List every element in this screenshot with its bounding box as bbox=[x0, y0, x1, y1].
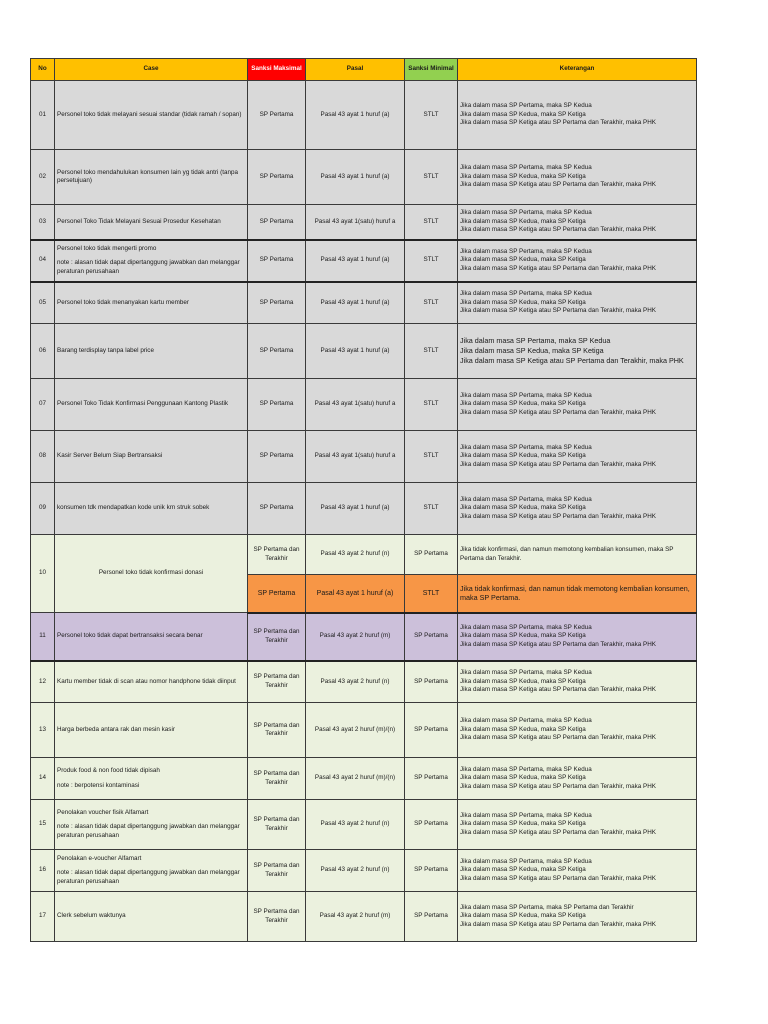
sanksi-maksimal-cell: SP Pertama bbox=[248, 81, 306, 150]
keterangan-line: Jika dalam masa SP Pertama, maka SP Kedua bbox=[460, 811, 592, 819]
case-line: Penolakan voucher fisik Alfamart bbox=[57, 808, 149, 816]
keterangan-line: Jika dalam masa SP Ketiga atau SP Pertama dan Terakhir, maka PHK bbox=[460, 782, 657, 790]
pasal-cell: Pasal 43 ayat 1 huruf (a) bbox=[306, 150, 405, 205]
row-number: 07 bbox=[31, 379, 55, 431]
case-line: Clerk sebelum waktunya bbox=[57, 912, 126, 920]
sanksi-maksimal-cell: SP Pertama bbox=[248, 575, 306, 613]
case-cell: Personel toko tidak konfirmasi donasi bbox=[55, 535, 248, 613]
keterangan-cell bbox=[458, 431, 697, 483]
row-number: 14 bbox=[31, 758, 55, 800]
case-cell bbox=[55, 205, 248, 240]
sanksi-minimal-cell: STLT bbox=[405, 240, 458, 282]
pasal-cell: Pasal 43 ayat 1 huruf (a) bbox=[306, 483, 405, 535]
sanksi-minimal-cell: SP Pertama bbox=[405, 892, 458, 942]
pasal-cell: Pasal 43 ayat 2 huruf (m)/(n) bbox=[306, 758, 405, 800]
case-line: Personel Toko Tidak Melayani Sesuai Prosedur Kesehatan bbox=[57, 217, 221, 225]
keterangan-line: Jika dalam masa SP Ketiga atau SP Pertama dan Terakhir, maka PHK bbox=[460, 512, 657, 520]
keterangan-line: Jika dalam masa SP Ketiga atau SP Pertama dan Terakhir, maka PHK bbox=[460, 226, 657, 233]
header-sanksi-minimal: Sanksi Minimal bbox=[405, 59, 458, 81]
sanksi-minimal-cell: SP Pertama bbox=[405, 535, 458, 575]
keterangan-cell bbox=[458, 483, 697, 535]
case-cell bbox=[55, 324, 248, 379]
keterangan-line: Jika dalam masa SP Pertama, maka SP Kedua bbox=[460, 391, 592, 399]
keterangan-line: Jika dalam masa SP Pertama, maka SP Kedua bbox=[460, 209, 592, 216]
table-row bbox=[31, 613, 697, 661]
keterangan-line: Jika dalam masa SP Ketiga atau SP Pertama dan Terakhir, maka PHK bbox=[460, 920, 657, 928]
keterangan-line: Jika dalam masa SP Kedua, maka SP Ketiga bbox=[460, 820, 586, 828]
row-number: 12 bbox=[31, 661, 55, 703]
case-cell bbox=[55, 483, 248, 535]
case-line: note : berpotensi kontaminasi bbox=[57, 781, 140, 789]
row-number: 06 bbox=[31, 324, 55, 379]
keterangan-cell bbox=[458, 661, 697, 703]
sanksi-minimal-cell: SP Pertama bbox=[405, 850, 458, 892]
keterangan-line: Jika dalam masa SP Kedua, maka SP Ketiga bbox=[460, 172, 586, 180]
case-cell bbox=[55, 379, 248, 431]
keterangan-line: Jika dalam masa SP Pertama, maka SP Pertama dan Terakhir bbox=[460, 903, 634, 911]
table-row bbox=[31, 240, 697, 282]
sanksi-minimal-cell: SP Pertama bbox=[405, 800, 458, 850]
table-row bbox=[31, 892, 697, 942]
case-cell bbox=[55, 892, 248, 942]
row-number: 13 bbox=[31, 703, 55, 758]
row-number: 16 bbox=[31, 850, 55, 892]
keterangan-line: Jika dalam masa SP Pertama, maka SP Kedua bbox=[460, 623, 592, 631]
case-line: Barang terdisplay tanpa label price bbox=[57, 346, 154, 354]
case-line: Personel toko mendahulukan konsumen lain yg tidak antri (tanpa persetujuan) bbox=[57, 168, 238, 184]
sanksi-minimal-cell: SP Pertama bbox=[405, 613, 458, 661]
row-number: 17 bbox=[31, 892, 55, 942]
sanksi-maksimal-cell: SP Pertama dan Terakhir bbox=[248, 535, 306, 575]
case-line: Personel toko tidak dapat bertransaksi secara benar bbox=[57, 632, 203, 639]
keterangan-line: Jika dalam masa SP Kedua, maka SP Ketiga bbox=[460, 632, 586, 640]
table-row bbox=[31, 758, 697, 800]
case-line: Produk food & non food tidak dipisah bbox=[57, 767, 160, 774]
keterangan-cell bbox=[458, 892, 697, 942]
sanksi-minimal-cell: STLT bbox=[405, 324, 458, 379]
row-number: 08 bbox=[31, 431, 55, 483]
sanksi-minimal-cell: SP Pertama bbox=[405, 758, 458, 800]
keterangan-line: Jika dalam masa SP Kedua, maka SP Ketiga bbox=[460, 256, 586, 264]
sanksi-minimal-cell: STLT bbox=[405, 205, 458, 240]
keterangan-line: Jika dalam masa SP Pertama, maka SP Kedua bbox=[460, 164, 592, 172]
keterangan-cell: Jika tidak konfirmasi, dan namun tidak memotong kembalian konsumen, maka SP Pertama. bbox=[458, 575, 697, 613]
case-line: note : alasan tidak dapat dipertanggung jawabkan dan melanggar peraturan perusahaan bbox=[57, 869, 240, 885]
case-cell bbox=[55, 431, 248, 483]
sanksi-minimal-cell: STLT bbox=[405, 483, 458, 535]
sanksi-minimal-cell: STLT bbox=[405, 575, 458, 613]
table-row bbox=[31, 282, 697, 324]
sanksi-minimal-cell: STLT bbox=[405, 379, 458, 431]
pasal-cell: Pasal 43 ayat 1(satu) huruf a bbox=[306, 205, 405, 240]
case-line: Penolakan e-voucher Alfamart bbox=[57, 854, 142, 862]
sanksi-maksimal-cell: SP Pertama dan Terakhir bbox=[248, 758, 306, 800]
case-line: note : alasan tidak dapat dipertanggung jawabkan dan melanggar peraturan perusahaan bbox=[57, 823, 240, 839]
sanksi-maksimal-cell: SP Pertama dan Terakhir bbox=[248, 892, 306, 942]
row-number: 05 bbox=[31, 282, 55, 324]
header-no: No bbox=[31, 59, 55, 81]
row-number: 09 bbox=[31, 483, 55, 535]
keterangan-line: Jika dalam masa SP Kedua, maka SP Ketiga bbox=[460, 677, 586, 685]
keterangan-line: Jika dalam masa SP Pertama, maka SP Kedua bbox=[460, 247, 592, 255]
table-row bbox=[31, 703, 697, 758]
case-cell bbox=[55, 240, 248, 282]
keterangan-line: Jika dalam masa SP Kedua, maka SP Ketiga bbox=[460, 346, 604, 356]
table-row bbox=[31, 535, 697, 575]
pasal-cell: Pasal 43 ayat 2 huruf (n) bbox=[306, 535, 405, 575]
pasal-cell: Pasal 43 ayat 1 huruf (a) bbox=[306, 324, 405, 379]
row-number: 03 bbox=[31, 205, 55, 240]
case-cell bbox=[55, 81, 248, 150]
pasal-cell: Pasal 43 ayat 1 huruf (a) bbox=[306, 575, 405, 613]
pasal-cell: Pasal 43 ayat 2 huruf (n) bbox=[306, 661, 405, 703]
keterangan-line: Jika dalam masa SP Pertama, maka SP Kedua bbox=[460, 765, 592, 773]
keterangan-cell bbox=[458, 205, 697, 240]
row-number: 01 bbox=[31, 81, 55, 150]
keterangan-line: Jika dalam masa SP Kedua, maka SP Ketiga bbox=[460, 504, 586, 512]
sanction-sheet bbox=[30, 58, 696, 942]
sanksi-maksimal-cell: SP Pertama bbox=[248, 379, 306, 431]
case-cell bbox=[55, 703, 248, 758]
header-row bbox=[31, 59, 697, 81]
pasal-cell: Pasal 43 ayat 2 huruf (n) bbox=[306, 850, 405, 892]
row-number: 04 bbox=[31, 240, 55, 282]
row-number: 10 bbox=[31, 535, 55, 613]
keterangan-cell bbox=[458, 379, 697, 431]
header-sanksi-maksimal: Sanksi Maksimal bbox=[248, 59, 306, 81]
pasal-cell: Pasal 43 ayat 1 huruf (a) bbox=[306, 240, 405, 282]
keterangan-cell bbox=[458, 150, 697, 205]
table-row bbox=[31, 431, 697, 483]
row-number: 02 bbox=[31, 150, 55, 205]
case-line: Harga berbeda antara rak dan mesin kasir bbox=[57, 725, 175, 733]
keterangan-line: Jika dalam masa SP Pertama, maka SP Kedua bbox=[460, 669, 592, 676]
pasal-cell: Pasal 43 ayat 2 huruf (m) bbox=[306, 613, 405, 661]
case-line: Personel Toko Tidak Konfirmasi Penggunaan Kantong Plastik bbox=[57, 400, 229, 408]
keterangan-cell bbox=[458, 240, 697, 282]
sanction-table bbox=[30, 58, 697, 942]
keterangan-line: Jika dalam masa SP Ketiga atau SP Pertama dan Terakhir, maka PHK bbox=[460, 355, 684, 365]
keterangan-line: Jika dalam masa SP Ketiga atau SP Pertama dan Terakhir, maka PHK bbox=[460, 264, 657, 272]
pasal-cell: Pasal 43 ayat 1 huruf (a) bbox=[306, 81, 405, 150]
keterangan-line: Jika dalam masa SP Kedua, maka SP Ketiga bbox=[460, 725, 586, 733]
case-cell bbox=[55, 613, 248, 661]
keterangan-line: Jika dalam masa SP Ketiga atau SP Pertama dan Terakhir, maka PHK bbox=[460, 408, 657, 416]
keterangan-line: Jika dalam masa SP Pertama, maka SP Kedua bbox=[460, 443, 592, 451]
case-line: Personel toko tidak menanyakan kartu member bbox=[57, 298, 189, 306]
sanksi-maksimal-cell: SP Pertama dan Terakhir bbox=[248, 661, 306, 703]
keterangan-line: Jika dalam masa SP Kedua, maka SP Ketiga bbox=[460, 217, 586, 225]
sanksi-minimal-cell: SP Pertama bbox=[405, 703, 458, 758]
pasal-cell: Pasal 43 ayat 1(satu) huruf a bbox=[306, 431, 405, 483]
pasal-cell: Pasal 43 ayat 2 huruf (m)/(n) bbox=[306, 703, 405, 758]
pasal-cell: Pasal 43 ayat 2 huruf (n) bbox=[306, 800, 405, 850]
case-line: Personel toko tidak melayani sesuai standar (tidak ramah / sopan) bbox=[57, 110, 242, 118]
table-row bbox=[31, 661, 697, 703]
keterangan-line: Jika dalam masa SP Ketiga atau SP Pertama dan Terakhir, maka PHK bbox=[460, 307, 657, 314]
table-row bbox=[31, 800, 697, 850]
sanksi-minimal-cell: STLT bbox=[405, 282, 458, 324]
case-line: konsumen tdk mendapatkan kode unik krn struk sobek bbox=[57, 504, 210, 512]
table-row bbox=[31, 150, 697, 205]
case-line: Kartu member tidak di scan atau nomor handphone tidak diinput bbox=[57, 677, 236, 685]
keterangan-cell bbox=[458, 850, 697, 892]
keterangan-cell: Jika tidak konfirmasi, dan namun memotong kembalian konsumen, maka SP Pertama dan Terakhir. bbox=[458, 535, 697, 575]
keterangan-cell bbox=[458, 800, 697, 850]
keterangan-cell bbox=[458, 81, 697, 150]
keterangan-line: Jika dalam masa SP Kedua, maka SP Ketiga bbox=[460, 866, 586, 874]
keterangan-cell bbox=[458, 613, 697, 661]
sanksi-minimal-cell: STLT bbox=[405, 81, 458, 150]
keterangan-line: Jika dalam masa SP Kedua, maka SP Ketiga bbox=[460, 452, 586, 460]
table-row bbox=[31, 324, 697, 379]
pasal-cell: Pasal 43 ayat 2 huruf (m) bbox=[306, 892, 405, 942]
row-number: 11 bbox=[31, 613, 55, 661]
keterangan-cell bbox=[458, 324, 697, 379]
sanksi-maksimal-cell: SP Pertama bbox=[248, 324, 306, 379]
case-cell bbox=[55, 850, 248, 892]
pasal-cell: Pasal 43 ayat 1 huruf (a) bbox=[306, 282, 405, 324]
sanksi-maksimal-cell: SP Pertama dan Terakhir bbox=[248, 800, 306, 850]
sanksi-minimal-cell: STLT bbox=[405, 431, 458, 483]
sanksi-maksimal-cell: SP Pertama bbox=[248, 483, 306, 535]
case-cell bbox=[55, 758, 248, 800]
keterangan-line: Jika dalam masa SP Kedua, maka SP Ketiga bbox=[460, 298, 586, 306]
keterangan-cell bbox=[458, 703, 697, 758]
table-row bbox=[31, 81, 697, 150]
keterangan-line: Jika dalam masa SP Pertama, maka SP Kedua bbox=[460, 495, 592, 503]
sanksi-maksimal-cell: SP Pertama bbox=[248, 431, 306, 483]
sanksi-maksimal-cell: SP Pertama dan Terakhir bbox=[248, 613, 306, 661]
keterangan-cell bbox=[458, 758, 697, 800]
table-row bbox=[31, 379, 697, 431]
table-row bbox=[31, 205, 697, 240]
case-cell bbox=[55, 150, 248, 205]
keterangan-line: Jika dalam masa SP Pertama, maka SP Kedua bbox=[460, 290, 592, 297]
keterangan-line: Jika dalam masa SP Kedua, maka SP Ketiga bbox=[460, 774, 586, 782]
sanksi-maksimal-cell: SP Pertama bbox=[248, 240, 306, 282]
keterangan-line: Jika dalam masa SP Ketiga atau SP Pertama dan Terakhir, maka PHK bbox=[460, 828, 657, 836]
sanksi-maksimal-cell: SP Pertama bbox=[248, 205, 306, 240]
sanksi-maksimal-cell: SP Pertama dan Terakhir bbox=[248, 850, 306, 892]
sanksi-maksimal-cell: SP Pertama bbox=[248, 150, 306, 205]
keterangan-cell bbox=[458, 282, 697, 324]
sanksi-maksimal-cell: SP Pertama bbox=[248, 282, 306, 324]
header-pasal: Pasal bbox=[306, 59, 405, 81]
keterangan-line: Jika dalam masa SP Kedua, maka SP Ketiga bbox=[460, 110, 586, 118]
keterangan-line: Jika dalam masa SP Pertama, maka SP Kedua bbox=[460, 336, 611, 346]
keterangan-line: Jika dalam masa SP Kedua, maka SP Ketiga bbox=[460, 400, 586, 408]
case-cell bbox=[55, 661, 248, 703]
table-row bbox=[31, 850, 697, 892]
keterangan-line: Jika dalam masa SP Ketiga atau SP Pertama dan Terakhir, maka PHK bbox=[460, 460, 657, 468]
sanksi-minimal-cell: SP Pertama bbox=[405, 661, 458, 703]
keterangan-line: Jika dalam masa SP Pertama, maka SP Kedua bbox=[460, 857, 592, 865]
header-keterangan: Keterangan bbox=[458, 59, 697, 81]
keterangan-line: Jika dalam masa SP Ketiga atau SP Pertama dan Terakhir, maka PHK bbox=[460, 119, 657, 127]
header-case: Case bbox=[55, 59, 248, 81]
case-line: note : alasan tidak dapat dipertanggung jawabkan dan melanggar peraturan perusahaan bbox=[57, 259, 240, 275]
keterangan-line: Jika dalam masa SP Ketiga atau SP Pertama dan Terakhir, maka PHK bbox=[460, 181, 657, 189]
case-cell bbox=[55, 800, 248, 850]
keterangan-line: Jika dalam masa SP Ketiga atau SP Pertama dan Terakhir, maka PHK bbox=[460, 874, 657, 882]
table-body bbox=[31, 81, 697, 942]
keterangan-line: Jika dalam masa SP Pertama, maka SP Kedua bbox=[460, 102, 592, 110]
case-line: Personel toko tidak mengerti promo bbox=[57, 244, 157, 252]
case-line: Kasir Server Belum Siap Bertransaksi bbox=[57, 452, 163, 460]
sanksi-maksimal-cell: SP Pertama dan Terakhir bbox=[248, 703, 306, 758]
table-row bbox=[31, 483, 697, 535]
keterangan-line: Jika dalam masa SP Ketiga atau SP Pertama dan Terakhir, maka PHK bbox=[460, 640, 657, 648]
pasal-cell: Pasal 43 ayat 1(satu) huruf a bbox=[306, 379, 405, 431]
keterangan-line: Jika dalam masa SP Ketiga atau SP Pertama dan Terakhir, maka PHK bbox=[460, 734, 657, 742]
keterangan-line: Jika dalam masa SP Ketiga atau SP Pertama dan Terakhir, maka PHK bbox=[460, 686, 657, 693]
keterangan-line: Jika dalam masa SP Pertama, maka SP Kedua bbox=[460, 717, 592, 725]
keterangan-line: Jika dalam masa SP Kedua, maka SP Ketiga bbox=[460, 912, 586, 920]
row-number: 15 bbox=[31, 800, 55, 850]
case-cell bbox=[55, 282, 248, 324]
sanksi-minimal-cell: STLT bbox=[405, 150, 458, 205]
